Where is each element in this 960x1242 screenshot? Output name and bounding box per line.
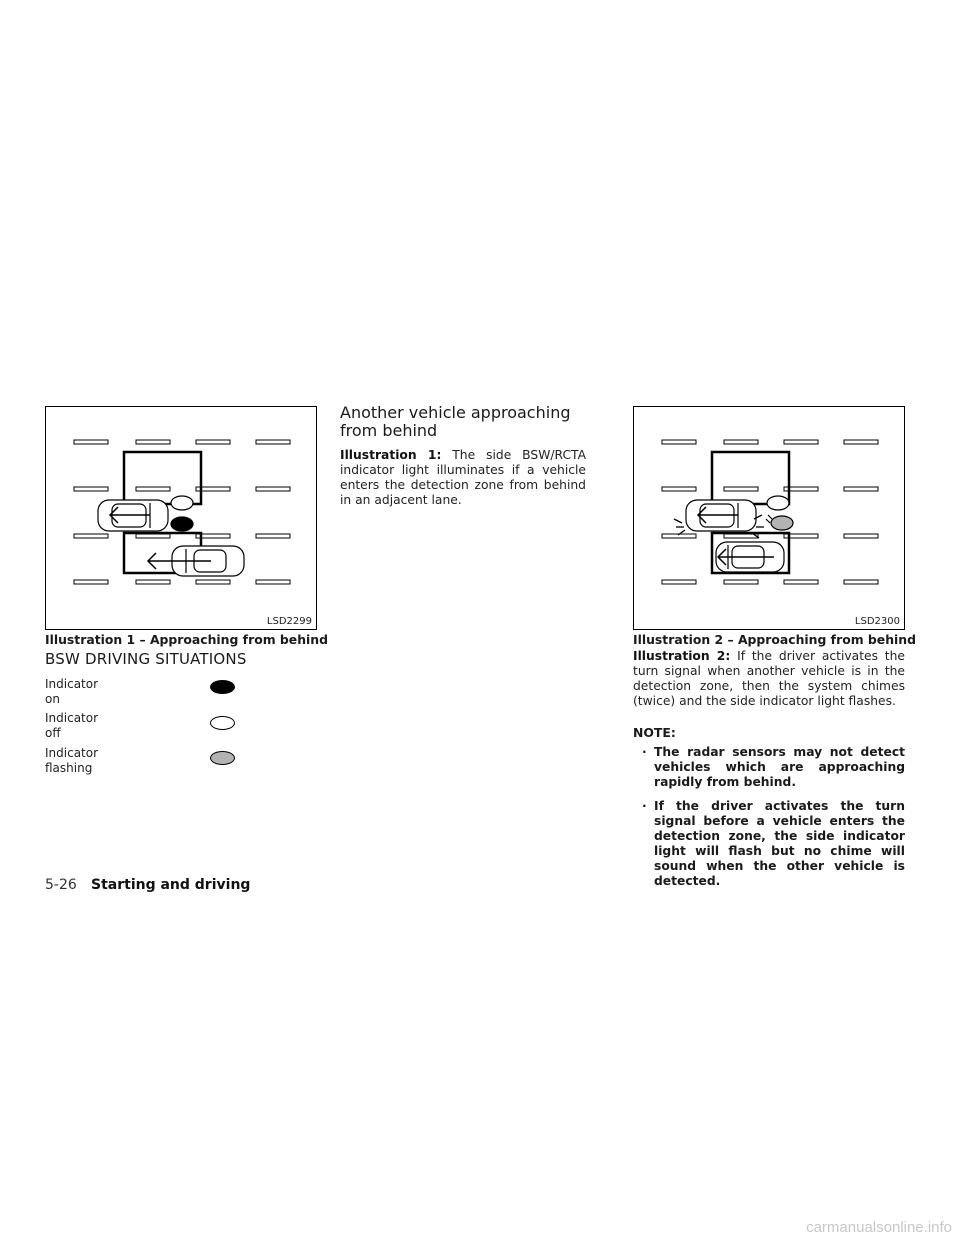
note-item bbox=[633, 799, 905, 889]
illustration-2 bbox=[633, 406, 905, 630]
note-list bbox=[633, 745, 905, 898]
watermark: carmanualsonline.info bbox=[806, 1219, 952, 1236]
figure-caption: Illustration 2 – Approaching from behind bbox=[633, 632, 916, 647]
paragraph-text: If the driver activates the turn signal when another vehicle is in the detection zone, then the system chimes (twice) and the side indicator light flashes. bbox=[633, 649, 905, 708]
figure-code: LSD2299 bbox=[266, 616, 312, 627]
note-item-text: If the driver activates the turn signal before a vehicle enters the detection zone, the side indicator light will flash but no chime will sound when the other vehicle is detected. bbox=[654, 799, 905, 888]
section-title: BSW DRIVING SITUATIONS bbox=[45, 650, 247, 668]
page-number: 5-26 bbox=[45, 877, 77, 893]
note-heading: NOTE: bbox=[633, 725, 676, 740]
note-item bbox=[633, 745, 905, 790]
figure-caption: Illustration 1 – Approaching from behind bbox=[45, 632, 328, 647]
legend-label-on: Indicator on bbox=[45, 677, 99, 706]
bullet-icon: · bbox=[642, 799, 647, 813]
figure-code: LSD2300 bbox=[854, 616, 900, 627]
illustration-1-drawing bbox=[46, 407, 316, 629]
indicator-off-icon bbox=[210, 716, 235, 730]
paragraph-lead: Illustration 1: bbox=[340, 448, 442, 462]
bullet-icon: · bbox=[642, 745, 647, 759]
illustration-2-drawing bbox=[634, 407, 904, 629]
indicator-on-icon bbox=[210, 680, 235, 694]
paragraph-illustration-2 bbox=[633, 649, 905, 709]
legend-label-off: Indicator off bbox=[45, 711, 99, 740]
paragraph-text: The side BSW/RCTA indicator light illuminates if a vehicle enters the detection zone from behind in an adjacent lane. bbox=[340, 448, 586, 507]
note-item-text: The radar sensors may not detect vehicles which are approaching rapidly from behind. bbox=[654, 745, 905, 789]
paragraph-illustration-1 bbox=[340, 448, 586, 508]
footer-section-title: Starting and driving bbox=[91, 877, 251, 893]
illustration-1 bbox=[45, 406, 317, 630]
indicator-flashing-icon bbox=[210, 751, 235, 765]
legend-label-flashing: Indicator flashing bbox=[45, 746, 99, 775]
paragraph-lead: Illustration 2: bbox=[633, 649, 731, 663]
subsection-title: Another vehicle approaching from behind bbox=[340, 403, 571, 440]
